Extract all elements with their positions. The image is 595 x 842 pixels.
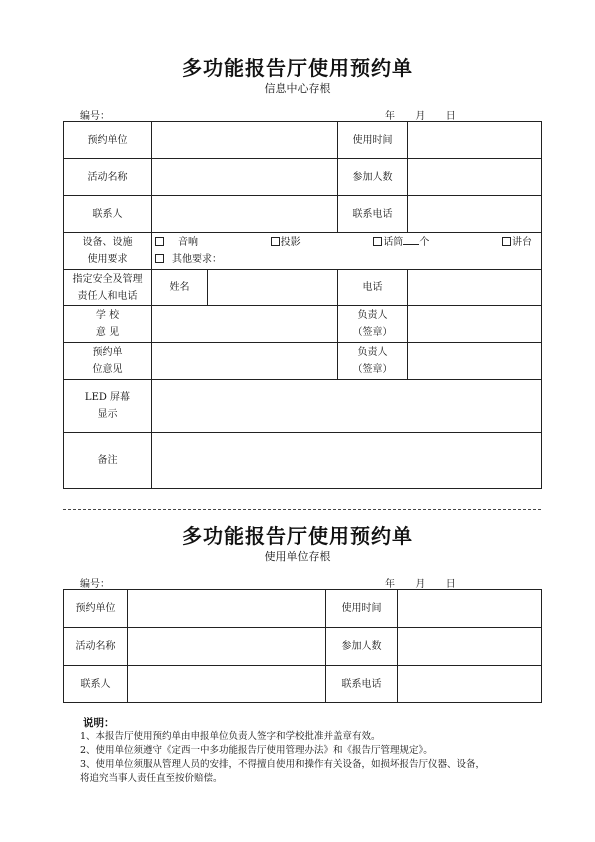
equipment-sound-option[interactable] xyxy=(155,234,198,251)
notes-item: 将追究当事人责任直至按价赔偿。 xyxy=(80,773,223,784)
form1-safety-label-line1: 指定安全及管理 xyxy=(72,273,143,285)
form2-contact-phone-field[interactable] xyxy=(398,666,542,703)
other-checkbox-icon[interactable] xyxy=(155,254,164,263)
form1-school-sign-line2: （签章） xyxy=(352,327,393,338)
form2-activity-field[interactable] xyxy=(128,628,326,666)
equipment-projector-label: 投影 xyxy=(280,237,301,248)
form1-unit-sign-field[interactable] xyxy=(408,343,542,380)
form2-attendees-label: 参加人数 xyxy=(326,628,398,666)
form2-date-day: 日 xyxy=(445,579,456,590)
form1-safety-label-line2: 责任人和电话 xyxy=(77,290,138,302)
equipment-mic-label: 话筒 xyxy=(383,237,404,248)
form1-date xyxy=(385,107,456,122)
form1-remark-label: 备注 xyxy=(64,433,152,489)
form1-date-day: 日 xyxy=(445,111,456,122)
form1-date-month: 月 xyxy=(415,111,426,122)
form1-unit-opinion-line2: 位意见 xyxy=(92,364,123,375)
form1-led-label-line1: LED 屏幕 xyxy=(84,392,131,403)
form2-attendees-field[interactable] xyxy=(398,628,542,666)
notes-heading: 说明： xyxy=(83,717,115,729)
form1-led-field[interactable] xyxy=(152,380,542,433)
form2-date-year: 年 xyxy=(385,579,395,590)
equipment-projector-option[interactable] xyxy=(271,234,301,251)
equipment-other-label: 其他要求： xyxy=(172,254,222,265)
form1-unit-sign-label xyxy=(338,343,408,380)
cut-line-divider xyxy=(63,509,541,510)
form1-remark-field[interactable] xyxy=(152,433,542,489)
form2-use-time-field[interactable] xyxy=(398,590,542,628)
notes-item: 3、使用单位须服从管理人员的安排，不得擅自使用和操作有关设备，如损坏报告厅仪器、设备， xyxy=(80,759,486,770)
equipment-sound-label: 音响 xyxy=(178,237,198,248)
form1-school-label-line2: 意 见 xyxy=(95,327,120,338)
notes-item: 1、本报告厅使用预约单由申报单位负责人签字和学校批准并盖章有效。 xyxy=(80,731,381,742)
form1-unit-sign-line1: 负责人 xyxy=(357,347,388,358)
form1-number-label: 编号： xyxy=(80,111,110,122)
equipment-mic-option[interactable] xyxy=(373,234,429,251)
form2-use-time-label: 使用时间 xyxy=(326,590,398,628)
form2-contact-label: 联系人 xyxy=(64,666,128,703)
notes-section xyxy=(80,716,540,786)
form2-title: 多功能报告厅使用预约单 xyxy=(182,524,413,548)
form1-equipment-label xyxy=(64,233,152,270)
form1-school-opinion-field[interactable] xyxy=(152,306,338,343)
form1-unit-opinion-label xyxy=(64,343,152,380)
form1-contact-field[interactable] xyxy=(152,196,338,233)
notes-item: 2、使用单位须遵守《定西一中多功能报告厅使用管理办法》和《报告厅管理规定》。 xyxy=(80,745,433,756)
sound-checkbox-icon[interactable] xyxy=(155,237,164,246)
form1-equipment-label-line1: 设备、设施 xyxy=(82,237,133,248)
form1-name-label: 姓名 xyxy=(152,270,208,306)
form1-table xyxy=(63,121,542,489)
equipment-podium-label: 讲台 xyxy=(511,237,532,248)
equipment-other-option[interactable] xyxy=(155,254,222,265)
form1-attendees-label: 参加人数 xyxy=(338,159,408,196)
form1-equipment-options xyxy=(152,233,542,270)
form2-activity-label: 活动名称 xyxy=(64,628,128,666)
form1-name-field[interactable] xyxy=(208,270,338,306)
form1-unit-opinion-field[interactable] xyxy=(152,343,338,380)
form1-led-label-line2: 显示 xyxy=(97,409,118,420)
form1-attendees-field[interactable] xyxy=(408,159,542,196)
form1-school-sign-field[interactable] xyxy=(408,306,542,343)
form1-title: 多功能报告厅使用预约单 xyxy=(182,56,413,80)
podium-checkbox-icon[interactable] xyxy=(502,237,511,246)
form1-contact-phone-label: 联系电话 xyxy=(338,196,408,233)
mic-count-blank[interactable] xyxy=(403,235,419,245)
form2-date-month: 月 xyxy=(415,579,426,590)
form2-date xyxy=(385,575,456,590)
form1-unit-opinion-line1: 预约单 xyxy=(92,347,123,358)
form1-school-label-line1: 学 校 xyxy=(95,310,120,321)
form1-equipment-label-line2: 使用要求 xyxy=(87,254,128,265)
form2-contact-field[interactable] xyxy=(128,666,326,703)
form1-unit-label: 预约单位 xyxy=(64,122,152,159)
form2-unit-label: 预约单位 xyxy=(64,590,128,628)
form1-subtitle: 信息中心存根 xyxy=(264,82,331,95)
equipment-podium-option[interactable] xyxy=(502,234,532,251)
form1-use-time-label: 使用时间 xyxy=(338,122,408,159)
form1-unit-field[interactable] xyxy=(152,122,338,159)
form1-use-time-field[interactable] xyxy=(408,122,542,159)
form1-led-label xyxy=(64,380,152,433)
form1-school-sign-line1: 负责人 xyxy=(357,310,388,321)
form1-safety-label xyxy=(64,270,152,306)
form2-number-label: 编号： xyxy=(80,579,110,590)
form2-table xyxy=(63,589,542,703)
form1-unit-sign-line2: （签章） xyxy=(352,364,393,375)
form2-unit-field[interactable] xyxy=(128,590,326,628)
form1-phone-label: 电话 xyxy=(338,270,408,306)
form1-contact-label: 联系人 xyxy=(64,196,152,233)
form1-activity-label: 活动名称 xyxy=(64,159,152,196)
form2-subtitle: 使用单位存根 xyxy=(264,550,331,563)
form1-date-year: 年 xyxy=(385,111,395,122)
form1-contact-phone-field[interactable] xyxy=(408,196,542,233)
form2-contact-phone-label: 联系电话 xyxy=(326,666,398,703)
projector-checkbox-icon[interactable] xyxy=(271,237,280,246)
equipment-mic-unit: 个 xyxy=(419,237,430,248)
form1-school-sign-label xyxy=(338,306,408,343)
form1-activity-field[interactable] xyxy=(152,159,338,196)
mic-checkbox-icon[interactable] xyxy=(373,237,382,246)
form1-phone-field[interactable] xyxy=(408,270,542,306)
form1-school-label xyxy=(64,306,152,343)
